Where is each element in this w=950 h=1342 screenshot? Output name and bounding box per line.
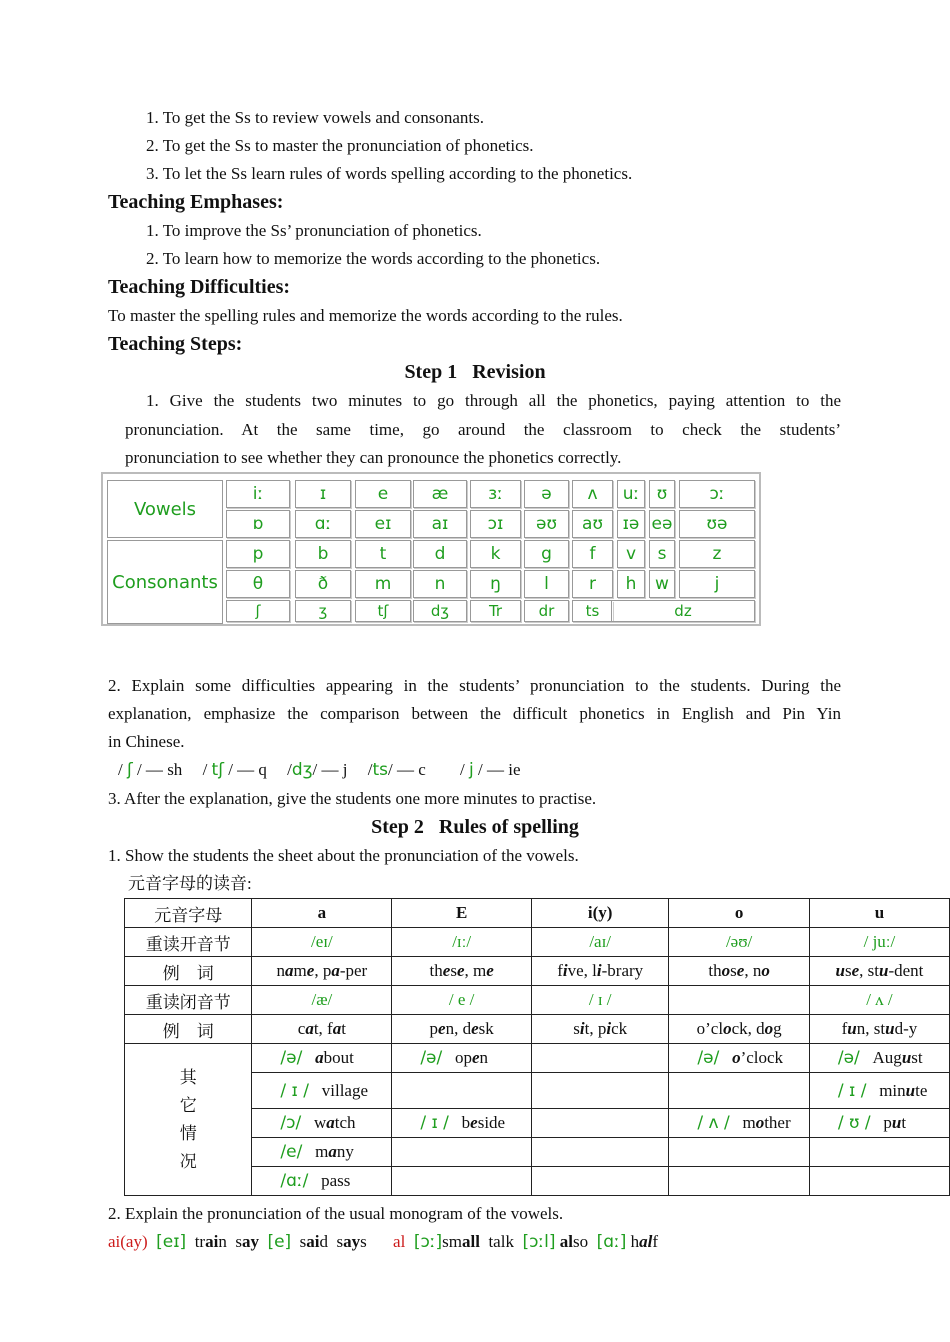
step1-item2-line1: 2. Explain some difficulties appearing in the students’ pronunciation to the students. During the <box>108 676 841 695</box>
cons-r1-0: p <box>226 540 290 568</box>
cons-r3-5: dr <box>524 600 569 622</box>
step1-item2-line2: explanation, emphasize the comparison between the difficult phonetics in English and Pin Yin <box>108 704 841 723</box>
closed-u: / ʌ / <box>809 986 949 1015</box>
cons-r2-2: m <box>355 570 411 598</box>
comparison-2: / tʃ / — q <box>202 760 267 780</box>
cons-r1-1: b <box>295 540 351 568</box>
example-label: 例 词 <box>125 957 252 986</box>
other-o-2 <box>669 1073 809 1109</box>
monogram-ai-ph2: [e] <box>267 1232 292 1252</box>
step1-item1-line2: pronunciation. At the same time, go around the classroom to check the students’ <box>125 420 841 439</box>
other-i-3 <box>531 1109 668 1138</box>
vowel-r1-1: ɪ <box>295 480 351 508</box>
other-e-1: /ə/ open <box>392 1044 532 1073</box>
vowels-label: Vowels <box>107 480 223 538</box>
cons-r1-7: v <box>617 540 645 568</box>
example-open-i: five, li-brary <box>531 957 668 986</box>
closed-label: 重读闭音节 <box>125 986 252 1015</box>
other-u-3: / ʊ / put <box>809 1109 949 1138</box>
cons-r2-5: l <box>524 570 569 598</box>
vowel-r2-2: eɪ <box>355 510 411 538</box>
cons-r3-2: tʃ <box>355 600 411 622</box>
vowel-r1-6: ʌ <box>572 480 613 508</box>
cons-r1-8: s <box>649 540 675 568</box>
cons-r3-6: ts <box>572 600 613 622</box>
step1-item2-line3: in Chinese. <box>108 732 185 751</box>
closed-e: / e / <box>392 986 532 1015</box>
step2-item1: 1. Show the students the sheet about the pronunciation of the vowels. <box>108 846 579 865</box>
step1-item1-line1: 1. Give the students two minutes to go through all the phonetics, paying attention to the <box>146 391 841 410</box>
step1-item3: 3. After the explanation, give the students one more minutes to practise. <box>108 789 597 808</box>
header-a: a <box>252 899 392 928</box>
example-closed-o: o’clock, dog <box>669 1015 809 1044</box>
open-u: / juː/ <box>809 928 949 957</box>
other-u-1: /ə/ August <box>809 1044 949 1073</box>
vowel-r1-2: e <box>355 480 411 508</box>
emphases-heading: Teaching Emphases: <box>108 191 284 213</box>
closed-i: / ɪ / <box>531 986 668 1015</box>
vowel-r1-4: ɜː <box>470 480 521 508</box>
step2-title: Step 2 Rules of spelling <box>371 816 579 838</box>
cons-r1-4: k <box>470 540 521 568</box>
steps-heading: Teaching Steps: <box>108 333 243 355</box>
open-label: 重读开音节 <box>125 928 252 957</box>
other-a-1: /ə/ about <box>252 1044 392 1073</box>
monogram-al-label: al <box>393 1232 406 1251</box>
example-closed-e: pen, desk <box>392 1015 532 1044</box>
objective-1: 1. To get the Ss to review vowels and consonants. <box>146 108 484 127</box>
difficulties-heading: Teaching Difficulties: <box>108 276 291 298</box>
cons-r3-1: ʒ <box>295 600 351 622</box>
vowel-r1-7: uː <box>617 480 645 508</box>
comparison-3: /dʒ/ — j <box>287 760 348 780</box>
vowel-r2-4: ɔɪ <box>470 510 521 538</box>
cons-r2-4: ŋ <box>470 570 521 598</box>
vowel-r2-5: əʊ <box>524 510 569 538</box>
vowel-r2-7: ɪə <box>617 510 645 538</box>
example-open-e: these, me <box>392 957 532 986</box>
example-label-2: 例 词 <box>125 1015 252 1044</box>
spelling-table <box>124 898 950 1196</box>
example-open-o: those, no <box>669 957 809 986</box>
objective-2: 2. To get the Ss to master the pronunciation of phonetics. <box>146 136 534 155</box>
monogram-al-ph1: [ɔː] <box>413 1232 443 1252</box>
cons-r1-9: z <box>679 540 755 568</box>
cons-r2-3: n <box>413 570 467 598</box>
vowel-r1-5: ə <box>524 480 569 508</box>
table-row <box>125 1044 950 1073</box>
vowel-r2-0: ɒ <box>226 510 290 538</box>
cons-r1-2: t <box>355 540 411 568</box>
monogram-ai-ph1: [eɪ] <box>156 1232 187 1252</box>
other-o-3: / ʌ / mother <box>669 1109 809 1138</box>
emphasis-1: 1. To improve the Ss’ pronunciation of phonetics. <box>146 221 482 240</box>
monogram-al-ph3: [ɑː] <box>596 1232 627 1252</box>
vowel-r1-8: ʊ <box>649 480 675 508</box>
other-a-3: /ɔ/ watch <box>252 1109 392 1138</box>
cons-r2-0: θ <box>226 570 290 598</box>
example-open-a: name, pa-per <box>252 957 392 986</box>
cons-r1-3: d <box>413 540 467 568</box>
cons-r2-1: ð <box>295 570 351 598</box>
closed-o <box>669 986 809 1015</box>
monogram-al-ph2: [ɔːl] <box>522 1232 556 1252</box>
vowel-r2-1: ɑː <box>295 510 351 538</box>
other-i-1 <box>531 1044 668 1073</box>
header-o: o <box>669 899 809 928</box>
other-o-1: /ə/ o’clock <box>669 1044 809 1073</box>
cons-r1-6: f <box>572 540 613 568</box>
table-row <box>125 986 950 1015</box>
step2-item2: 2. Explain the pronunciation of the usual monogram of the vowels. <box>108 1204 564 1223</box>
open-a: /eɪ/ <box>252 928 392 957</box>
closed-a: /æ/ <box>252 986 392 1015</box>
table-row <box>125 1015 950 1044</box>
example-closed-i: sit, pick <box>531 1015 668 1044</box>
consonants-label: Consonants <box>107 540 223 624</box>
cons-r2-8: w <box>649 570 675 598</box>
other-i-2 <box>531 1073 668 1109</box>
table-row <box>125 928 950 957</box>
cons-r3-0: ʃ <box>226 600 290 622</box>
open-i: /aɪ/ <box>531 928 668 957</box>
other-a-2: / ɪ / village <box>252 1073 392 1109</box>
table-row <box>125 957 950 986</box>
monogram-ai-label: ai(ay) <box>108 1232 148 1251</box>
cons-r1-5: g <box>524 540 569 568</box>
other-label: 其 它 情 况 <box>125 1044 252 1196</box>
example-closed-u: fun, stud-y <box>809 1015 949 1044</box>
vowel-sheet-caption: 元音字母的读音: <box>128 874 252 893</box>
example-closed-a: cat, fat <box>252 1015 392 1044</box>
other-a-5: /ɑː/ pass <box>252 1167 392 1196</box>
header-u: u <box>809 899 949 928</box>
vowel-r2-8: eə <box>649 510 675 538</box>
cons-r2-9: j <box>679 570 755 598</box>
comparison-5: / j / — ie <box>460 760 521 780</box>
cons-r3-7: dz <box>611 600 755 622</box>
difficulties-text: To master the spelling rules and memorize the words according to the rules. <box>108 306 623 325</box>
vowel-r1-9: ɔː <box>679 480 755 508</box>
monogram-line: ai(ay) [eɪ] train say [e] said says al [ɔː]small talk [ɔːl] also [ɑː] half <box>108 1232 659 1252</box>
step1-item1-line3: pronunciation to see whether they can pronounce the phonetics correctly. <box>125 448 622 467</box>
cons-r3-4: Tr <box>470 600 521 622</box>
vowel-r2-6: aʊ <box>572 510 613 538</box>
phonetic-table <box>101 472 761 626</box>
step1-title: Step 1 Revision <box>404 361 546 383</box>
emphasis-2: 2. To learn how to memorize the words according to the phonetics. <box>146 249 601 268</box>
other-e-2 <box>392 1073 532 1109</box>
vowel-r2-3: aɪ <box>413 510 467 538</box>
comparison-4: /ts/ — c <box>367 760 426 780</box>
comparison-line <box>118 759 521 781</box>
table-row <box>125 899 950 928</box>
open-e: /ɪː/ <box>392 928 532 957</box>
open-o: /əʊ/ <box>669 928 809 957</box>
cons-r2-7: h <box>617 570 645 598</box>
vowel-r1-0: iː <box>226 480 290 508</box>
comparison-1: / ʃ / — sh <box>118 760 183 780</box>
objective-3: 3. To let the Ss learn rules of words spelling according to the phonetics. <box>146 164 633 183</box>
other-e-3: / ɪ / beside <box>392 1109 532 1138</box>
other-a-4: /e/ many <box>252 1138 392 1167</box>
header-e: E <box>392 899 532 928</box>
vowel-r2-9: ʊə <box>679 510 755 538</box>
header-i: i(y) <box>531 899 668 928</box>
other-u-2: / ɪ / minute <box>809 1073 949 1109</box>
cons-r3-3: dʒ <box>413 600 467 622</box>
cons-r2-6: r <box>572 570 613 598</box>
vowel-r1-3: æ <box>413 480 467 508</box>
example-open-u: use, stu-dent <box>809 957 949 986</box>
header-label: 元音字母 <box>125 899 252 928</box>
